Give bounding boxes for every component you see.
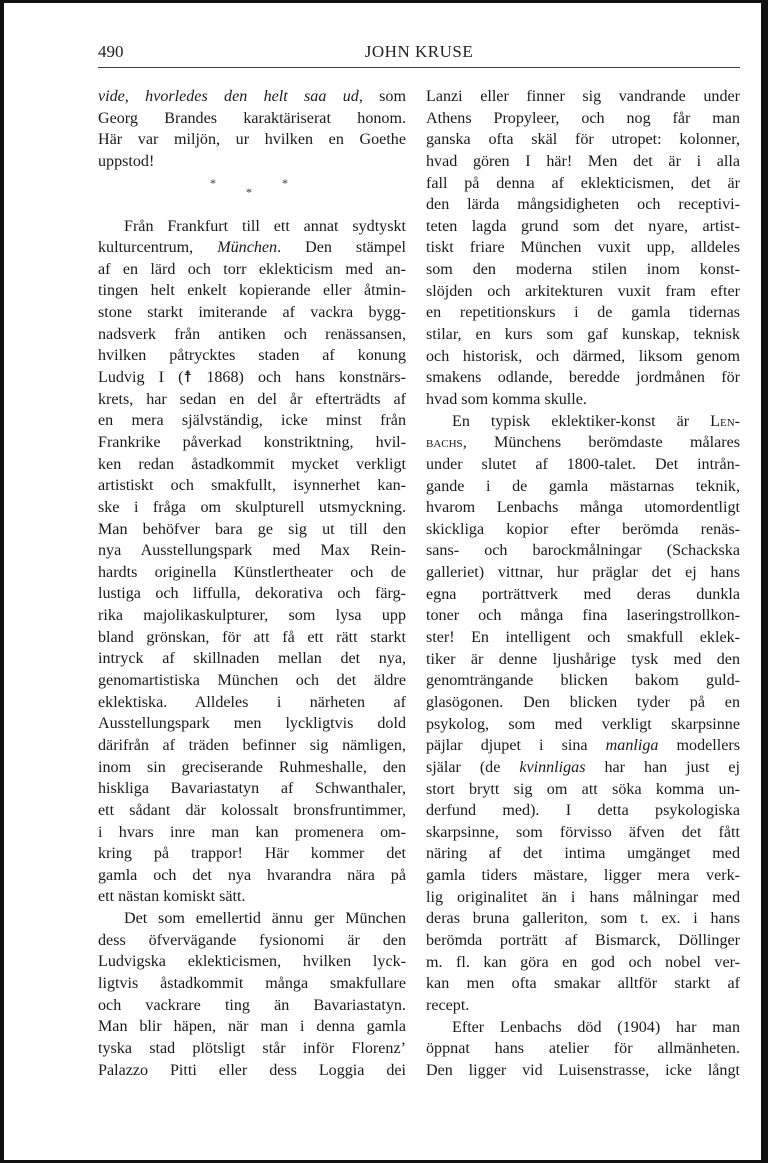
- text-segment: hiskliga Bavariastatyn af Schwanthaler,: [98, 780, 406, 798]
- text-segment: inom sin greciserande Ruhmeshalle, den: [98, 758, 406, 776]
- text-line: [98, 583, 406, 605]
- text-segment: sans- och barockmålningar (Schackska: [426, 542, 740, 560]
- italic-text: manliga: [605, 737, 659, 755]
- text-segment: den lärda mångsidigheten och receptivi-: [426, 196, 740, 214]
- text-segment: därifrån af träden befinner sig nämligen,: [98, 736, 406, 754]
- small-caps-text: Len-: [710, 412, 740, 430]
- text-segment: genomträngande blicken bakom guld-: [426, 672, 740, 690]
- text-segment: stone starkt imiterande af vackra bygg-: [98, 304, 406, 322]
- text-segment: ster! En intelligent och smakfull eklek-: [426, 629, 740, 647]
- text-line: [426, 454, 740, 476]
- text-segment: själar (de: [426, 758, 520, 776]
- text-line: [426, 1017, 740, 1039]
- text-segment: Ausstellungspark men lyckligtvis dold: [98, 715, 406, 733]
- text-line: [426, 584, 740, 606]
- text-line: [426, 649, 740, 671]
- text-line: [426, 973, 740, 995]
- text-line: [426, 843, 740, 865]
- text-line: [98, 865, 406, 887]
- text-line: [98, 540, 406, 562]
- text-segment: psykolog, som med verkligt skarpsinne: [426, 715, 740, 733]
- text-line: [426, 1038, 740, 1060]
- text-segment: och vackrare ting än Bavariastatyn.: [98, 996, 406, 1014]
- text-segment: af en lärd och torr eklekticism med an-: [98, 260, 406, 278]
- text-line: [98, 345, 406, 367]
- text-line: [98, 822, 406, 844]
- text-segment: Lanzi eller finner sig vandrande under: [426, 88, 740, 105]
- text-line: [98, 886, 406, 908]
- text-segment: i hvars inre man kan promenera om-: [98, 823, 406, 841]
- text-line: [98, 237, 406, 259]
- text-segment: och historisk, och därmed, liksom genom: [426, 347, 740, 365]
- running-head: [98, 42, 740, 66]
- text-line: [98, 562, 406, 584]
- text-segment: kring på trappor! Här kommer det: [98, 845, 406, 863]
- text-line: [98, 129, 406, 151]
- text-line: [426, 173, 740, 195]
- text-segment: tingen helt enkelt kopierande eller åtmin-: [98, 282, 406, 300]
- text-segment: Frankrike påverkad konstriktning, hvil-: [98, 433, 406, 451]
- text-segment: berömda porträtt af Bismarck, Döllinger: [426, 931, 740, 949]
- text-line: [426, 757, 740, 779]
- text-line: [98, 324, 406, 346]
- text-line: [98, 86, 406, 108]
- italic-text: kvinnligas: [519, 758, 586, 776]
- text-segment: krets, har sedan en del år efterträdts af: [98, 390, 406, 408]
- text-line: [426, 346, 740, 368]
- text-line: [98, 1038, 406, 1060]
- text-line: [98, 259, 406, 281]
- text-segment: tyska stad plötsligt står inför Florenz’: [98, 1039, 406, 1057]
- text-line: [426, 562, 740, 584]
- text-line: [426, 216, 740, 238]
- italic-text: München: [217, 239, 278, 257]
- text-line: [426, 779, 740, 801]
- text-segment: Det som emellertid ännu ger München: [124, 910, 406, 928]
- text-line: [98, 908, 406, 930]
- text-segment: , som: [358, 88, 406, 105]
- scan-border-left: [0, 0, 4, 1163]
- text-line: [98, 995, 406, 1017]
- text-segment: ett sådant där kolossalt bronsfruntimmer,: [98, 801, 406, 819]
- text-line: [98, 475, 406, 497]
- text-segment: tiker är denne ljushårige tysk med den: [426, 650, 740, 668]
- text-line: [98, 627, 406, 649]
- text-segment: nadsverk från antiken och renässansen,: [98, 325, 406, 343]
- text-line: [426, 86, 740, 108]
- text-segment: En typisk eklektiker-konst är: [452, 412, 711, 430]
- text-line: [98, 432, 406, 454]
- text-segment: glasögonen. Den blicken tyder på en: [426, 693, 740, 711]
- text-segment: slöjden och arkitekturen vuxit fram efter: [426, 282, 740, 300]
- text-segment: har han just ej: [585, 758, 740, 776]
- text-line: [98, 930, 406, 952]
- text-segment: egna porträttverk med deras dunkla: [426, 585, 740, 603]
- section-break: [98, 173, 406, 216]
- text-segment: näring af det intima umgänget med: [426, 845, 740, 863]
- text-segment: ken redan åstadkommit mycket verkligt: [98, 455, 406, 473]
- text-line: [98, 735, 406, 757]
- text-line: [426, 800, 740, 822]
- text-segment: hvad som komma skulle.: [426, 390, 587, 408]
- text-segment: gande i de gamla mästarnas teknik,: [426, 477, 740, 495]
- text-segment: som den moderna stilen inom konst-: [426, 261, 740, 279]
- text-line: [426, 908, 740, 930]
- text-line: [98, 713, 406, 735]
- text-segment: stort brytt sig om att söka komma un-: [426, 780, 740, 798]
- text-segment: Man blir häpen, när man i denna gamla: [98, 1018, 406, 1036]
- text-segment: ske i fråga om skulpturell utsmyckning.: [98, 498, 406, 516]
- text-line: [98, 973, 406, 995]
- text-line: [426, 129, 740, 151]
- text-segment: rika majolikaskulpturer, som lysa upp: [98, 607, 406, 625]
- text-line: [98, 843, 406, 865]
- text-line: [426, 952, 740, 974]
- text-segment: kulturcentrum,: [98, 239, 218, 257]
- text-line: [426, 930, 740, 952]
- text-segment: recept.: [426, 996, 470, 1014]
- text-line: [98, 692, 406, 714]
- text-segment: en mera självständig, icke minst från: [98, 412, 406, 430]
- text-line: [426, 497, 740, 519]
- text-line: [426, 540, 740, 562]
- text-segment: ganska ofta skäl för utropet: kolonner,: [426, 131, 740, 149]
- text-segment: modellers: [658, 737, 740, 755]
- text-segment: intryck af skillnaden mellan det nya,: [98, 650, 406, 668]
- text-line: [426, 367, 740, 389]
- text-line: [426, 865, 740, 887]
- text-line: [98, 800, 406, 822]
- text-line: [98, 1016, 406, 1038]
- text-segment: deras bruna galleriton, som t. ex. i hans: [426, 910, 740, 928]
- text-segment: galleriet) vittnar, hur präglar det ej hans: [426, 564, 740, 582]
- right-text-column: [426, 86, 740, 1081]
- text-line: [426, 151, 740, 173]
- text-line: [426, 302, 740, 324]
- text-line: [426, 389, 740, 411]
- text-line: [98, 454, 406, 476]
- text-segment: lig originalitet än i hans målningar med: [426, 888, 740, 906]
- header-rule: [98, 67, 740, 68]
- text-segment: gamla tiders mästare, ligger mera verk-: [426, 867, 740, 885]
- text-line: [426, 692, 740, 714]
- text-segment: kan men ofta smakar alltför starkt af: [426, 975, 740, 993]
- text-line: [426, 995, 740, 1017]
- text-line: [98, 389, 406, 411]
- text-segment: skarpsinne, som förvisso äfven det fått: [426, 823, 740, 841]
- text-line: [426, 519, 740, 541]
- text-line: [98, 302, 406, 324]
- text-segment: teten lagda grund som det nyare, artist-: [426, 217, 740, 235]
- text-segment: öppnat hans atelier för allmänheten.: [426, 1040, 740, 1058]
- text-line: [98, 151, 406, 173]
- text-line: [98, 648, 406, 670]
- text-segment: , Münchens berömdaste målares: [462, 434, 740, 452]
- text-segment: päjlar djupet i sina: [426, 737, 606, 755]
- text-line: [98, 778, 406, 800]
- text-line: [98, 367, 406, 389]
- text-line: [98, 497, 406, 519]
- text-segment: skickliga kopior efter berömda renäs-: [426, 520, 740, 538]
- text-segment: genomartistiska München och det äldre: [98, 672, 406, 690]
- small-caps-text: bachs: [426, 434, 463, 452]
- text-segment: smakens odlande, beredde jordmånen för: [426, 369, 740, 387]
- text-segment: hvilken påtrycktes staden af konung: [98, 347, 406, 365]
- text-segment: Ludvig I (☨ 1868) och hans konstnärs-: [98, 369, 406, 387]
- italic-text: vide, hvorledes den helt saa ud: [98, 88, 359, 105]
- text-segment: Man behöfver bara ge sig ut till den: [98, 520, 406, 538]
- text-line: [426, 432, 740, 454]
- text-segment: dess öfvervägande fysionomi är den: [98, 931, 406, 949]
- text-line: [98, 280, 406, 302]
- text-segment: lustiga och liffulla, dekorativa och färg-: [98, 585, 406, 603]
- text-segment: under slutet af 1800-talet. Det intrån-: [426, 455, 740, 473]
- text-segment: fall på denna af eklekticismen, det är: [426, 174, 740, 192]
- text-segment: artistiskt och smakfullt, isynnerhet kan-: [98, 477, 406, 495]
- text-segment: gamla och det nya hvarandra nära på: [98, 866, 406, 884]
- text-line: [426, 237, 740, 259]
- text-line: [98, 519, 406, 541]
- page-number: 490: [98, 42, 124, 61]
- text-segment: Från Frankfurt till ett annat sydtyskt: [124, 217, 406, 235]
- text-segment: Athens Propyleer, och nog får man: [426, 109, 740, 127]
- text-line: [426, 735, 740, 757]
- text-segment: nya Ausstellungspark med Max Rein-: [98, 542, 406, 560]
- text-segment: toner och många fina laseringstrollkon-: [426, 607, 740, 625]
- text-segment: uppstod!: [98, 152, 155, 170]
- text-line: [426, 411, 740, 433]
- text-line: [426, 108, 740, 130]
- text-segment: hvarom Lenbachs många utomordentligt: [426, 499, 740, 517]
- text-line: [98, 670, 406, 692]
- text-segment: Palazzo Pitti eller dess Loggia dei: [98, 1061, 406, 1079]
- text-line: [426, 281, 740, 303]
- text-line: [98, 108, 406, 130]
- text-line: [98, 1060, 406, 1082]
- text-line: [426, 887, 740, 909]
- text-line: [98, 757, 406, 779]
- text-segment: ligtvis åstadkommit många smakfullare: [98, 974, 406, 992]
- text-line: [426, 714, 740, 736]
- scan-border-right: [761, 0, 768, 1163]
- text-segment: eklektiska. Alldeles i närheten af: [98, 693, 406, 711]
- text-segment: Den ligger vid Luisenstrasse, icke långt: [426, 1061, 740, 1079]
- text-line: [426, 259, 740, 281]
- text-line: [426, 476, 740, 498]
- text-segment: Georg Brandes karaktäriserat honom.: [98, 109, 406, 127]
- text-line: [426, 324, 740, 346]
- asterisk-icon: *: [210, 175, 216, 190]
- text-line: [426, 627, 740, 649]
- text-segment: hvad gören I här! Men det är i alla: [426, 152, 740, 170]
- text-segment: Ludvigska eklekticismen, hvilken lyck-: [98, 953, 406, 971]
- text-segment: en repetitionskurs i de gamla tidernas: [426, 304, 740, 322]
- text-line: [426, 822, 740, 844]
- text-segment: m. fl. kan göra en god och nobel ver-: [426, 953, 740, 971]
- text-segment: derfund med). I detta psykologiska: [426, 802, 740, 820]
- text-segment: Efter Lenbachs död (1904) har man: [452, 1018, 740, 1036]
- asterisk-icon: *: [246, 184, 252, 199]
- text-segment: bland grönskan, för att få ett rätt starkt: [98, 628, 406, 646]
- text-line: [98, 605, 406, 627]
- scan-border-top: [0, 0, 768, 3]
- text-segment: . Den stämpel: [277, 239, 406, 257]
- text-line: [98, 216, 406, 238]
- text-line: [426, 670, 740, 692]
- asterisk-icon: *: [282, 175, 288, 190]
- text-line: [426, 605, 740, 627]
- text-line: [98, 951, 406, 973]
- text-segment: stilar, en kurs som gaf kunskap, teknisk: [426, 326, 740, 344]
- left-text-column: [98, 86, 406, 1081]
- text-line: [426, 1060, 740, 1082]
- text-segment: hardts originella Künstlertheater och de: [98, 563, 406, 581]
- text-segment: tiskt friare München vuxit upp, alldeles: [426, 239, 740, 257]
- text-line: [98, 410, 406, 432]
- running-title: JOHN KRUSE: [364, 42, 474, 61]
- text-segment: ett nästan komiskt sätt.: [98, 888, 246, 906]
- text-line: [426, 194, 740, 216]
- text-segment: Här var miljön, ur hvilken en Goethe: [98, 131, 406, 149]
